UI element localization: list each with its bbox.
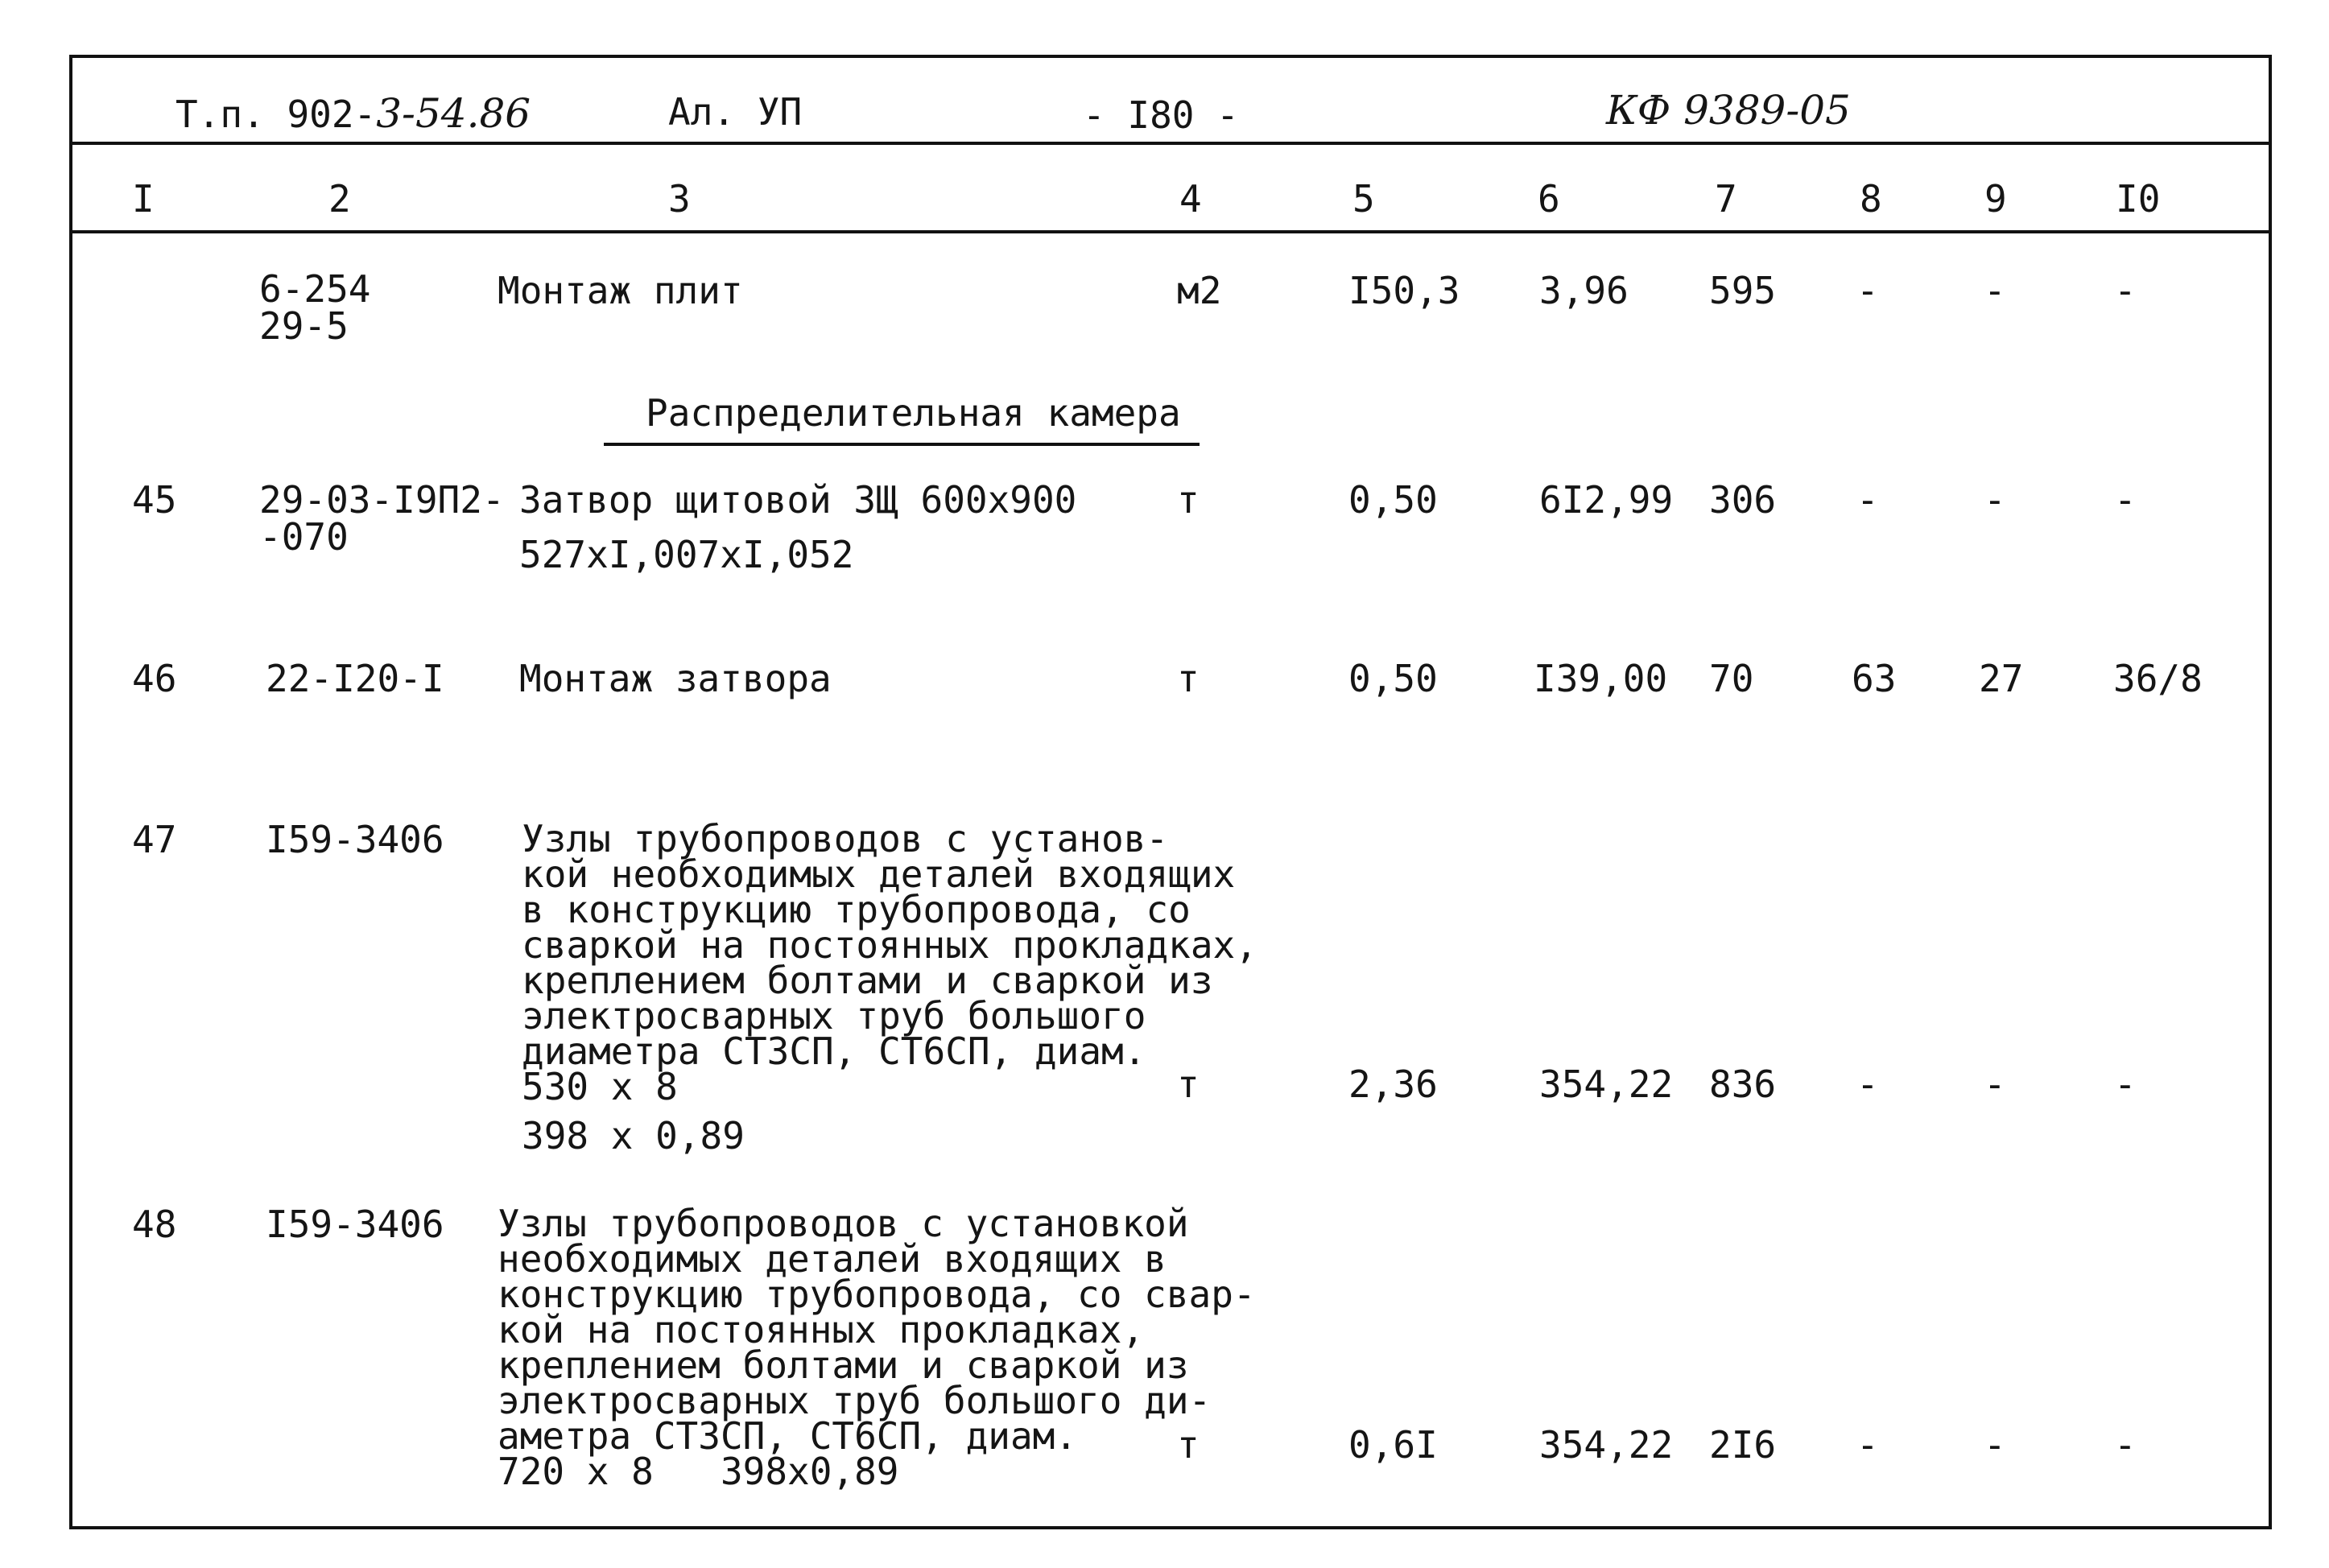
row-unit: т <box>1177 478 1200 522</box>
header-divider <box>72 142 2269 145</box>
row-col9: - <box>1984 1063 2006 1106</box>
stamp-number: КФ 9389-05 <box>1606 87 1851 134</box>
row-total: 70 <box>1709 657 1754 700</box>
column-header-7: 7 <box>1715 177 1737 221</box>
page-number: - I80 - <box>1083 93 1239 137</box>
row-description-extra: 527xI,007xI,052 <box>519 533 854 576</box>
row-description-extra: 398 x 0,89 <box>522 1114 745 1157</box>
row-unit-price: 354,22 <box>1539 1423 1674 1467</box>
row-col8: - <box>1856 1063 1879 1106</box>
column-header-3: 3 <box>668 177 691 221</box>
row-total: 836 <box>1709 1063 1777 1106</box>
row-col9: - <box>1984 478 2006 522</box>
row-col8: - <box>1856 478 1879 522</box>
row-number: 45 <box>132 478 177 522</box>
row-total: 2I6 <box>1709 1423 1777 1467</box>
row-col9: - <box>1984 269 2006 312</box>
row-code: 22-I20-I <box>266 657 444 700</box>
column-header-8: 8 <box>1860 177 1882 221</box>
row-description: Монтаж плит <box>498 269 743 312</box>
row-col10: - <box>2114 269 2137 312</box>
row-col8: - <box>1856 1423 1879 1467</box>
row-description: Узлы трубопроводов с установ- кой необходимых деталей входящих в конструкцию трубопровода, со сваркой на постоянных прокладках, креплением болтами и сваркой из электросварных труб большого диаметра СТЗСП, СТ6СП, диам. 530 x 8 <box>522 817 1257 1108</box>
row-quantity: 0,50 <box>1348 478 1438 522</box>
row-unit: т <box>1177 1063 1200 1106</box>
section-heading-text: Распределительная камера <box>646 391 1181 435</box>
row-col10: - <box>2114 478 2137 522</box>
row-unit: т <box>1177 1423 1200 1467</box>
row-code: I59-3406 <box>266 1203 444 1246</box>
row-number: 46 <box>132 657 177 700</box>
row-unit-price: 354,22 <box>1539 1063 1674 1106</box>
row-quantity: I50,3 <box>1348 269 1460 312</box>
row-description: Монтаж затвора <box>519 657 832 700</box>
row-total: 595 <box>1709 269 1777 312</box>
row-col9: - <box>1984 1423 2006 1467</box>
row-total: 306 <box>1709 478 1777 522</box>
row-col8: - <box>1856 269 1879 312</box>
row-code: 29-03-I9П2- -070 <box>259 478 505 559</box>
row-quantity: 2,36 <box>1348 1063 1438 1106</box>
column-header-4: 4 <box>1179 177 1202 221</box>
column-header-1: I <box>132 177 155 221</box>
column-header-6: 6 <box>1538 177 1560 221</box>
column-header-divider <box>72 230 2269 233</box>
column-header-5: 5 <box>1352 177 1375 221</box>
column-header-10: I0 <box>2116 177 2161 221</box>
row-unit: т <box>1177 657 1200 700</box>
row-number: 47 <box>132 818 177 861</box>
album-label: Ал. УП <box>668 90 803 134</box>
section-heading <box>604 391 1200 446</box>
column-header-9: 9 <box>1984 177 2007 221</box>
row-description: Узлы трубопроводов с установкой необходимых деталей входящих в конструкцию трубопровода, со свар- кой на постоянных прокладках, креплением болтами и сваркой из электросварных труб большого ди- аметра СТЗСП, СТ6СП, диам. 720 x 8 398x0,89 <box>498 1202 1256 1493</box>
column-header-2: 2 <box>328 177 351 221</box>
series-label <box>176 90 531 137</box>
row-quantity: 0,6I <box>1348 1423 1438 1467</box>
row-quantity: 0,50 <box>1348 657 1438 700</box>
row-col10: - <box>2114 1423 2137 1467</box>
row-unit-price: 3,96 <box>1539 269 1629 312</box>
row-unit-price: I39,00 <box>1534 657 1668 700</box>
row-col10: 36/8 <box>2113 657 2203 700</box>
row-code: 6-254 29-5 <box>259 267 371 348</box>
row-code: I59-3406 <box>266 818 444 861</box>
row-col9: 27 <box>1979 657 2024 700</box>
series-handwritten: 3-54.86 <box>376 90 531 137</box>
row-number: 48 <box>132 1203 177 1246</box>
row-col8: 63 <box>1852 657 1897 700</box>
row-col10: - <box>2114 1063 2137 1106</box>
series-prefix: Т.п. 902- <box>176 93 377 136</box>
row-description: Затвор щитовой ЗЩ 600x900 <box>519 478 1077 522</box>
row-unit: м2 <box>1177 269 1222 312</box>
row-unit-price: 6I2,99 <box>1539 478 1674 522</box>
